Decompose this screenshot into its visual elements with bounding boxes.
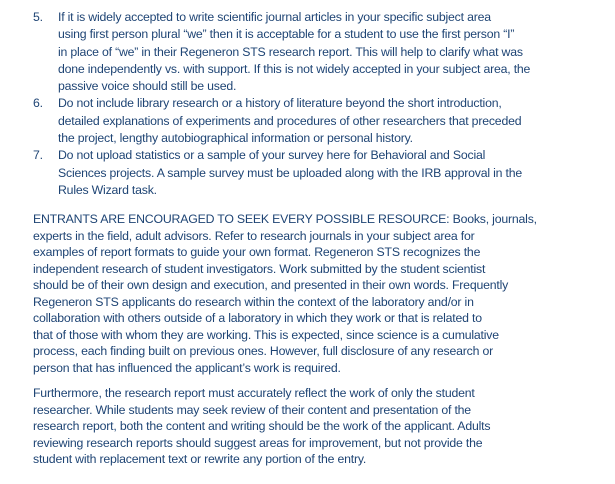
text-line: the project, lengthy autobiographical information or personal history. (58, 131, 413, 146)
list-item (33, 95, 589, 147)
paragraph (33, 385, 589, 468)
text-line: using first person plural “we” then it is acceptable for a student to use the first person “I” (58, 27, 515, 42)
text-line: researcher. While students may seek review of their content and presentation of the (33, 402, 471, 417)
list-item-text (58, 9, 589, 95)
text-line: research report, both the content and writing should be the work of the applicant. Adults (33, 419, 491, 434)
text-line: that of those with whom they are working. This is expected, since science is a cumulative (33, 327, 499, 342)
text-line: independent research of student investigators. Work submitted by the student scientist (33, 261, 486, 276)
text-line: Do not upload statistics or a sample of your survey here for Behavioral and Social (58, 148, 486, 163)
text-line: done independently vs. with support. If this is not widely accepted in your subject area, the (58, 61, 531, 76)
text-line: Do not include library research or a history of literature beyond the short introduction, (58, 96, 502, 111)
paragraph-section (33, 211, 589, 468)
list-item-text (58, 95, 589, 147)
text-line: ENTRANTS ARE ENCOURAGED TO SEEK EVERY POSSIBLE RESOURCE: Books, journals, (33, 212, 537, 227)
text-line: examples of report formats to guide your own format. Regeneron STS recognizes the (33, 245, 481, 260)
text-line: collaboration with others outside of a laboratory in which they work or that is related to (33, 311, 482, 326)
text-line: Furthermore, the research report must accurately reflect the work of only the student (33, 386, 475, 401)
list-item (33, 9, 589, 95)
text-line: Sciences projects. A sample survey must be uploaded along with the IRB approval in the (58, 165, 523, 180)
list-item-number: 6. (33, 96, 43, 111)
numbered-list (33, 9, 589, 199)
text-line: passive voice should still be used. (58, 79, 237, 94)
text-line: student with replacement text or rewrite any portion of the entry. (33, 452, 367, 467)
list-item-text (58, 147, 589, 199)
text-line: person that has influenced the applicant’s work is required. (33, 360, 341, 375)
text-line: Rules Wizard task. (58, 182, 157, 197)
text-line: experts in the field, adult advisors. Refer to research journals in your subject area for (33, 228, 475, 243)
text-line: Regeneron STS applicants do research within the context of the laboratory and/or in (33, 294, 474, 309)
list-item-number: 7. (33, 148, 43, 163)
text-line: reviewing research reports should suggest areas for improvement, but not provide the (33, 435, 483, 450)
text-line: detailed explanations of experiments and procedures of other researchers that preceded (58, 113, 522, 128)
list-item-number: 5. (33, 10, 43, 24)
text-line: If it is widely accepted to write scientific journal articles in your specific subject area (58, 10, 491, 24)
text-line: in place of “we” in their Regeneron STS research report. This will help to clarify what was (58, 44, 523, 59)
text-line: process, each finding built on previous ones. However, full disclosure of any research or (33, 344, 493, 359)
list-item (33, 147, 589, 199)
text-line: should be of their own design and execution, and presented in their own words. Frequently (33, 278, 509, 293)
paragraph (33, 211, 589, 376)
